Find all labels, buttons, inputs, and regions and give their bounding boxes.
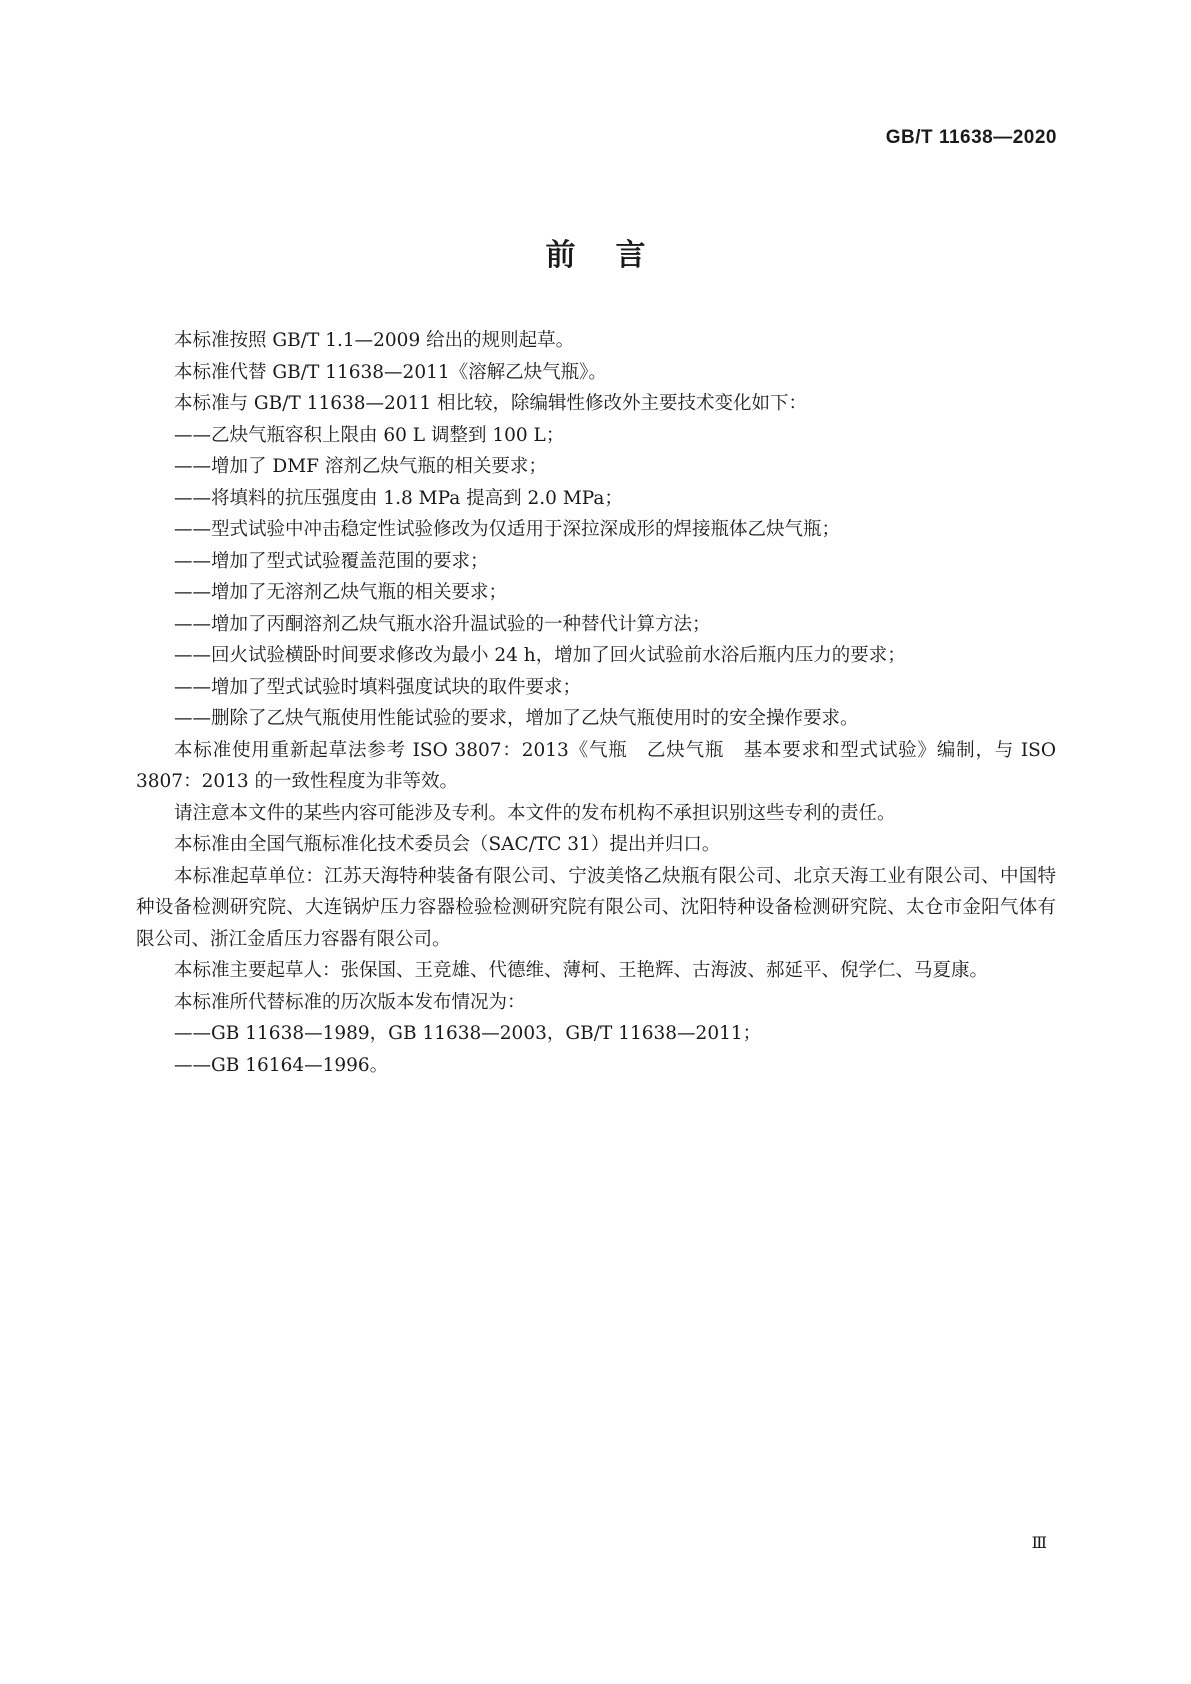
- change-item: ——增加了型式试验覆盖范围的要求；: [174, 550, 489, 572]
- paragraph-drafting-units: 本标准起草单位：江苏天海特种装备有限公司、宁波美恪乙炔瓶有限公司、北京天海工业有限公司、中国特种设备检测研究院、大连锅炉压力容器检验检测研究院有限公司、沈阳特种设备检测研究院、太仓市金阳气体有限公司、浙江金盾压力容器有限公司。: [136, 865, 1056, 950]
- paragraph-patent-notice: 请注意本文件的某些内容可能涉及专利。本文件的发布机构不承担识别这些专利的责任。: [174, 802, 896, 824]
- change-item: ——增加了丙酮溶剂乙炔气瓶水浴升温试验的一种替代计算方法；: [174, 613, 711, 635]
- page-title: 前言: [545, 238, 686, 273]
- page-number: Ⅲ: [1031, 1533, 1047, 1552]
- change-item: ——增加了 DMF 溶剂乙炔气瓶的相关要求；: [174, 456, 547, 477]
- history-item: ——GB 16164—1996。: [174, 1054, 389, 1076]
- change-item: ——型式试验中冲击稳定性试验修改为仅适用于深拉深成形的焊接瓶体乙炔气瓶；: [174, 519, 841, 540]
- paragraph-drafters: 本标准主要起草人：张保国、王竞雄、代德维、薄柯、王艳辉、古海波、郝延平、倪学仁、马夏康。: [174, 960, 989, 981]
- paragraph-history-intro: 本标准所代替标准的历次版本发布情况为：: [174, 991, 526, 1013]
- change-item: ——增加了型式试验时填料强度试块的取件要求；: [174, 676, 582, 698]
- change-item: ——删除了乙炔气瓶使用性能试验的要求，增加了乙炔气瓶使用时的安全操作要求。: [174, 708, 859, 729]
- change-item: ——将填料的抗压强度由 1.8 MPa 提高到 2.0 MPa；: [174, 487, 623, 509]
- paragraph-iso-reference: 本标准使用重新起草法参考 ISO 3807：2013《气瓶 乙炔气瓶 基本要求和型式试验》编制，与 ISO 3807：2013 的一致性程度为非等效。: [136, 739, 1056, 792]
- history-item: ——GB 11638—1989，GB 11638—2003，GB/T 11638—2011；: [174, 1023, 762, 1044]
- paragraph-drafting-rules: 本标准按照 GB/T 1.1—2009 给出的规则起草。: [174, 330, 575, 351]
- paragraph-changes-intro: 本标准与 GB/T 11638—2011 相比较，除编辑性修改外主要技术变化如下：: [174, 393, 808, 414]
- change-item: ——乙炔气瓶容积上限由 60 L 调整到 100 L；: [174, 424, 565, 446]
- paragraph-replaces: 本标准代替 GB/T 11638—2011《溶解乙炔气瓶》。: [174, 361, 607, 383]
- document-number: GB/T 11638—2020: [885, 127, 1057, 148]
- change-item: ——回火试验横卧时间要求修改为最小 24 h，增加了回火试验前水浴后瓶内压力的要求；: [174, 645, 906, 666]
- change-item: ——增加了无溶剂乙炔气瓶的相关要求；: [174, 582, 508, 603]
- foreword-body: [136, 325, 1056, 1081]
- paragraph-committee: 本标准由全国气瓶标准化技术委员会（SAC/TC 31）提出并归口。: [174, 834, 721, 855]
